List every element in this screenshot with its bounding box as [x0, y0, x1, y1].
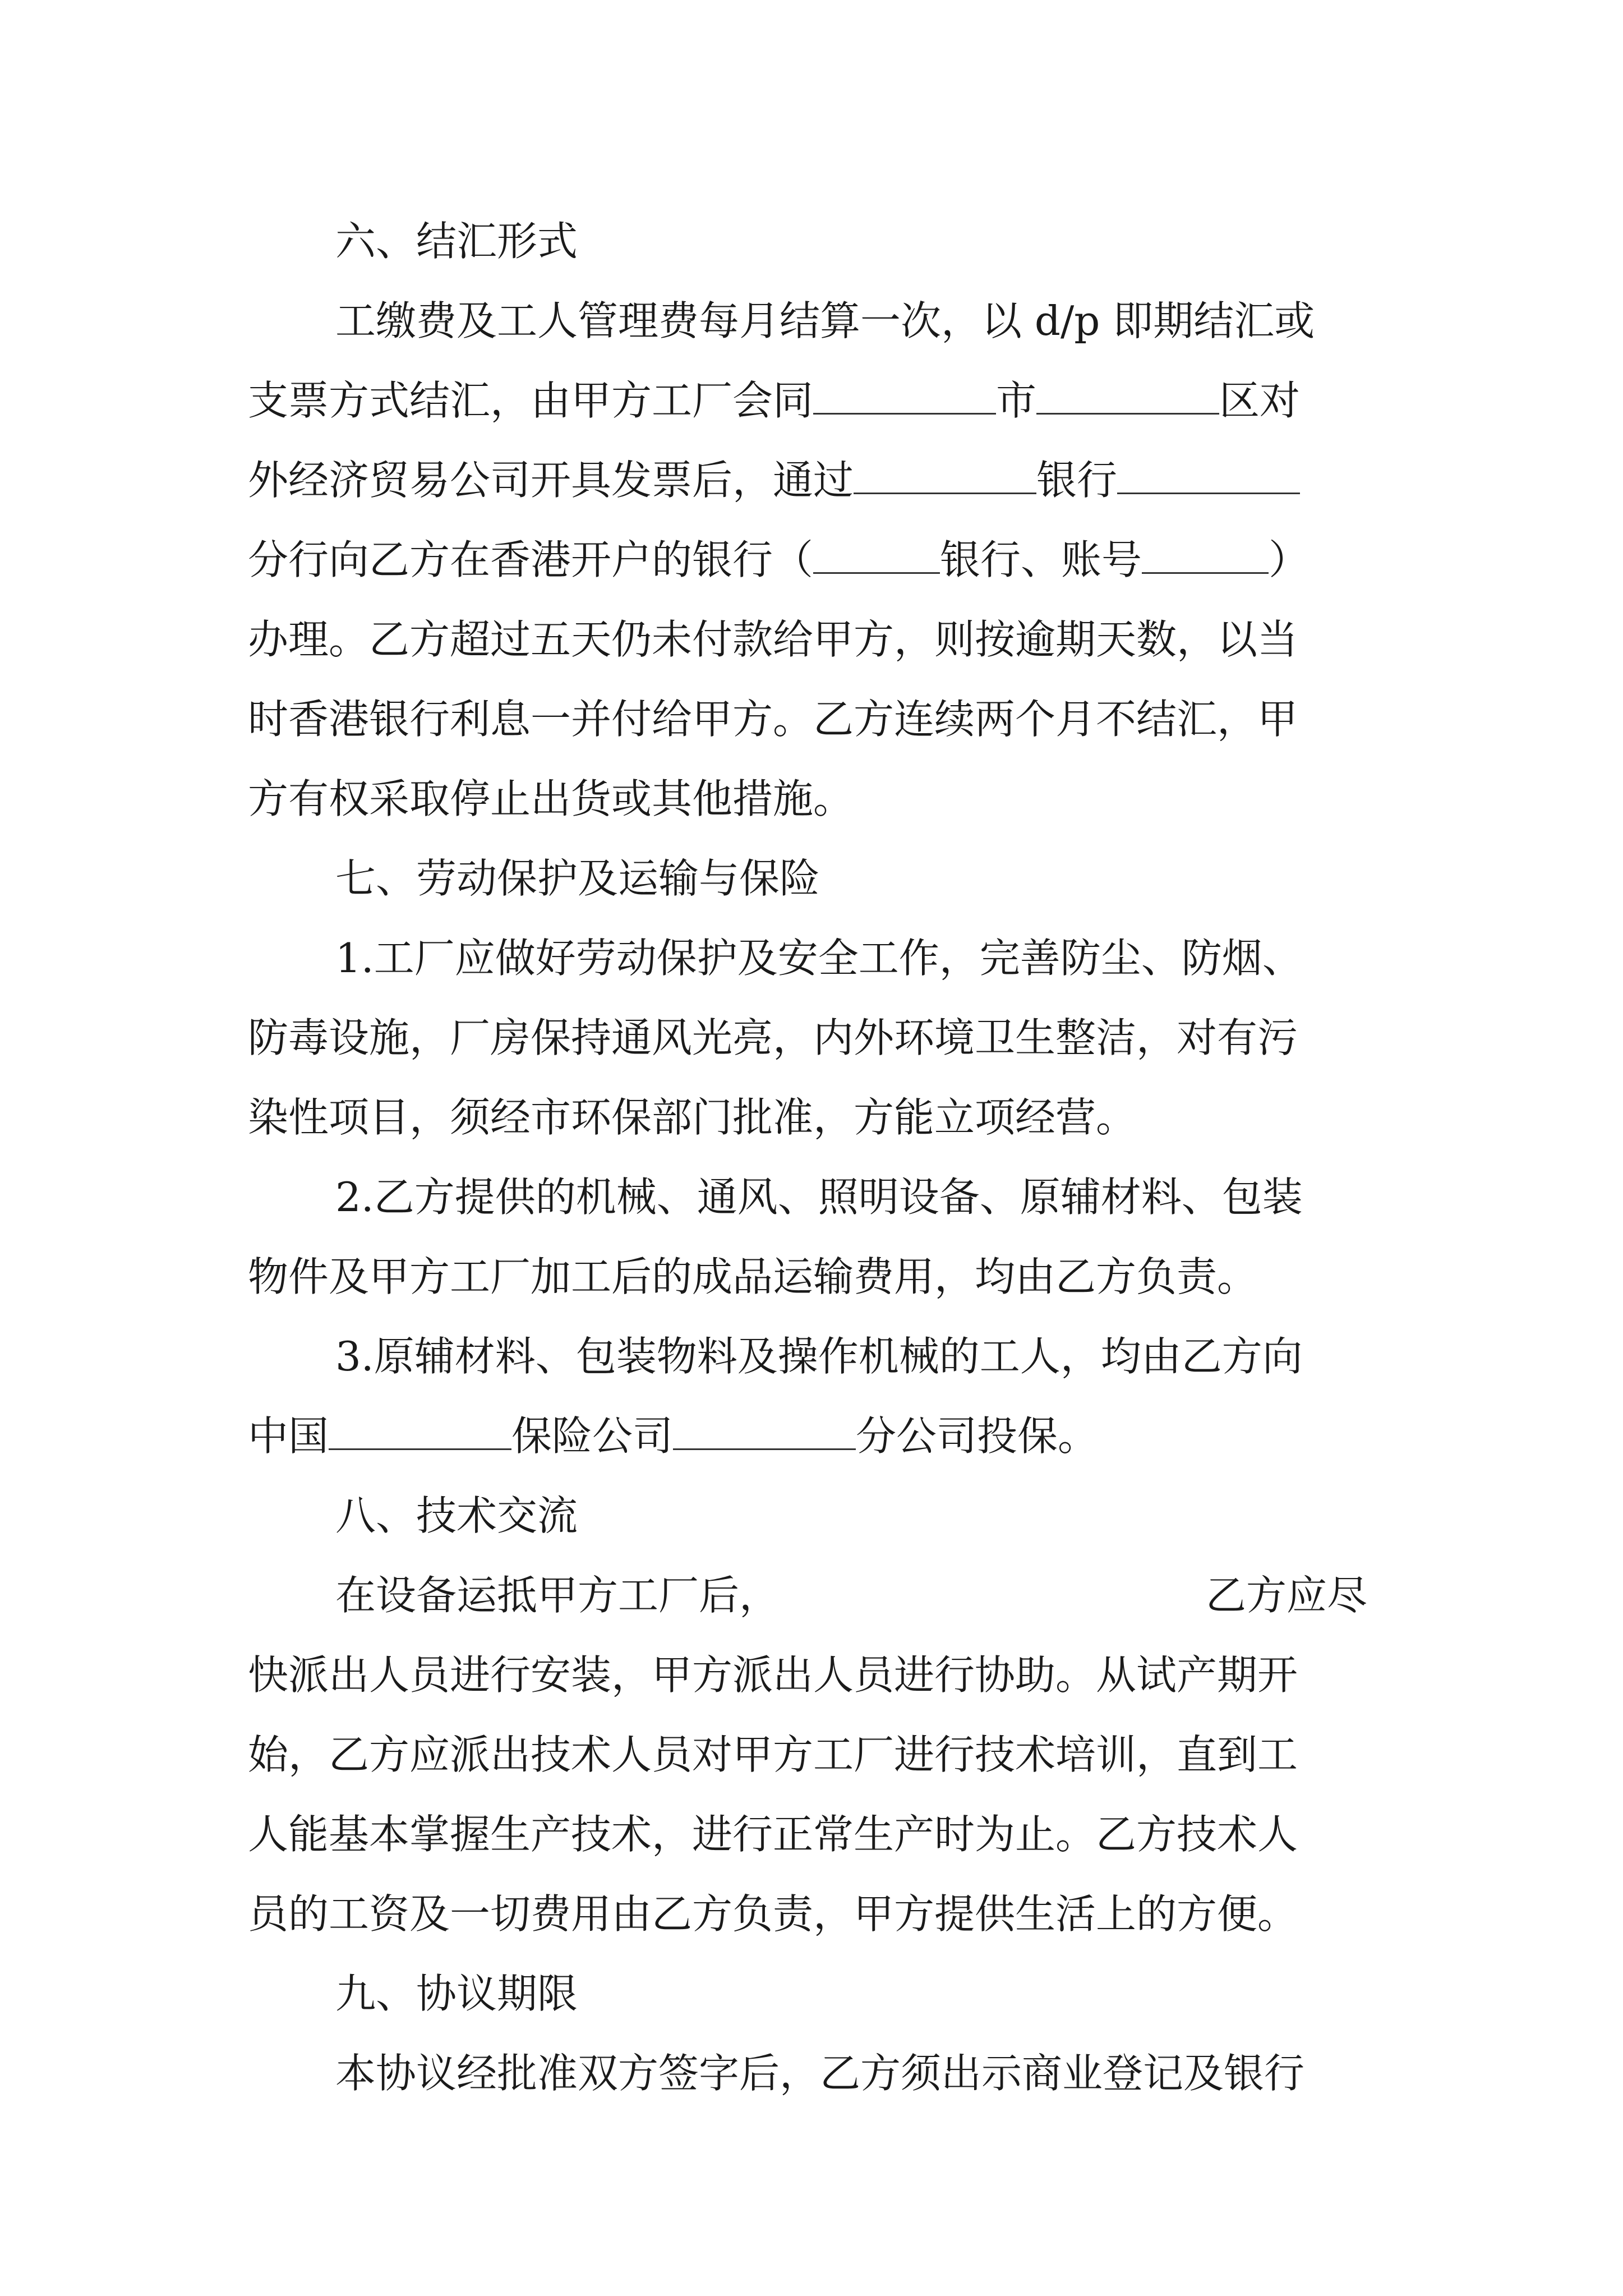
- paragraph-line: 分行向乙方在香港开户的银行（ 银行、账号 ）: [248, 536, 1310, 583]
- fill-blank[interactable]: [813, 376, 996, 415]
- section-heading-6: 六、结汇形式: [335, 218, 578, 265]
- paragraph-line: 人能基本掌握生产技术，进行正常生产时为止。乙方技术人: [248, 1811, 1298, 1858]
- section-heading-7: 七、劳动保护及运输与保险: [335, 855, 820, 902]
- section-heading-8: 八、技术交流: [335, 1492, 578, 1539]
- paragraph-line: 本协议经批准双方签字后，乙方须出示商业登记及银行: [335, 2050, 1305, 2097]
- paragraph-line: 方有权采取停止出货或其他措施。: [248, 775, 854, 822]
- paragraph-line: 2.乙方提供的机械、通风、照明设备、原辅材料、包装: [335, 1174, 1303, 1221]
- paragraph-line: 1.工厂应做好劳动保护及安全工作，完善防尘、防烟、: [335, 935, 1303, 982]
- section-heading-9: 九、协议期限: [335, 1970, 578, 2017]
- paragraph-line: 中国 保险公司 分公司投保。: [248, 1412, 1099, 1460]
- paragraph-line: 支票方式结汇，由甲方工厂会同 市 区对: [248, 377, 1301, 424]
- fill-blank[interactable]: [673, 1412, 856, 1450]
- fill-blank[interactable]: [1142, 536, 1269, 574]
- paragraph-line: 外经济贸易公司开具发票后，通过 银行: [248, 452, 1623, 508]
- paragraph-line: 始，乙方应派出技术人员对甲方工厂进行技术培训，直到工: [248, 1731, 1298, 1778]
- fill-blank[interactable]: [854, 456, 1036, 494]
- paragraph-line: 物件及甲方工厂加工后的成品运输费用，均由乙方负责。: [248, 1253, 1258, 1300]
- paragraph-line: 工缴费及工人管理费每月结算一次，以 d/p 即期结汇或: [335, 297, 1315, 344]
- fill-blank[interactable]: [813, 536, 940, 574]
- fill-blank[interactable]: [1036, 376, 1219, 415]
- paragraph-line: 染性项目，须经市环保部门批准，方能立项经营。: [248, 1094, 1137, 1141]
- paragraph-line: 在设备运抵甲方工厂后，: [335, 1572, 780, 1619]
- paragraph-line: 3.原辅材料、包装物料及操作机械的工人，均由乙方向: [335, 1333, 1303, 1380]
- paragraph-line: 员的工资及一切费用由乙方负责，甲方提供生活上的方便。: [248, 1890, 1298, 1938]
- paragraph-line: 快派出人员进行安装，甲方派出人员进行协助。从试产期开: [248, 1651, 1298, 1699]
- fill-blank[interactable]: [1117, 456, 1300, 494]
- paragraph-line: 时香港银行利息一并付给甲方。乙方连续两个月不结汇，甲: [248, 696, 1298, 743]
- paragraph-line: 防毒设施，厂房保持通风光亮，内外环境卫生整洁，对有污: [248, 1014, 1298, 1061]
- paragraph-line: 办理。乙方超过五天仍未付款给甲方，则按逾期天数，以当: [248, 616, 1298, 663]
- fill-blank[interactable]: [329, 1412, 511, 1450]
- paragraph-line: 乙方应尽: [1206, 1572, 1368, 1619]
